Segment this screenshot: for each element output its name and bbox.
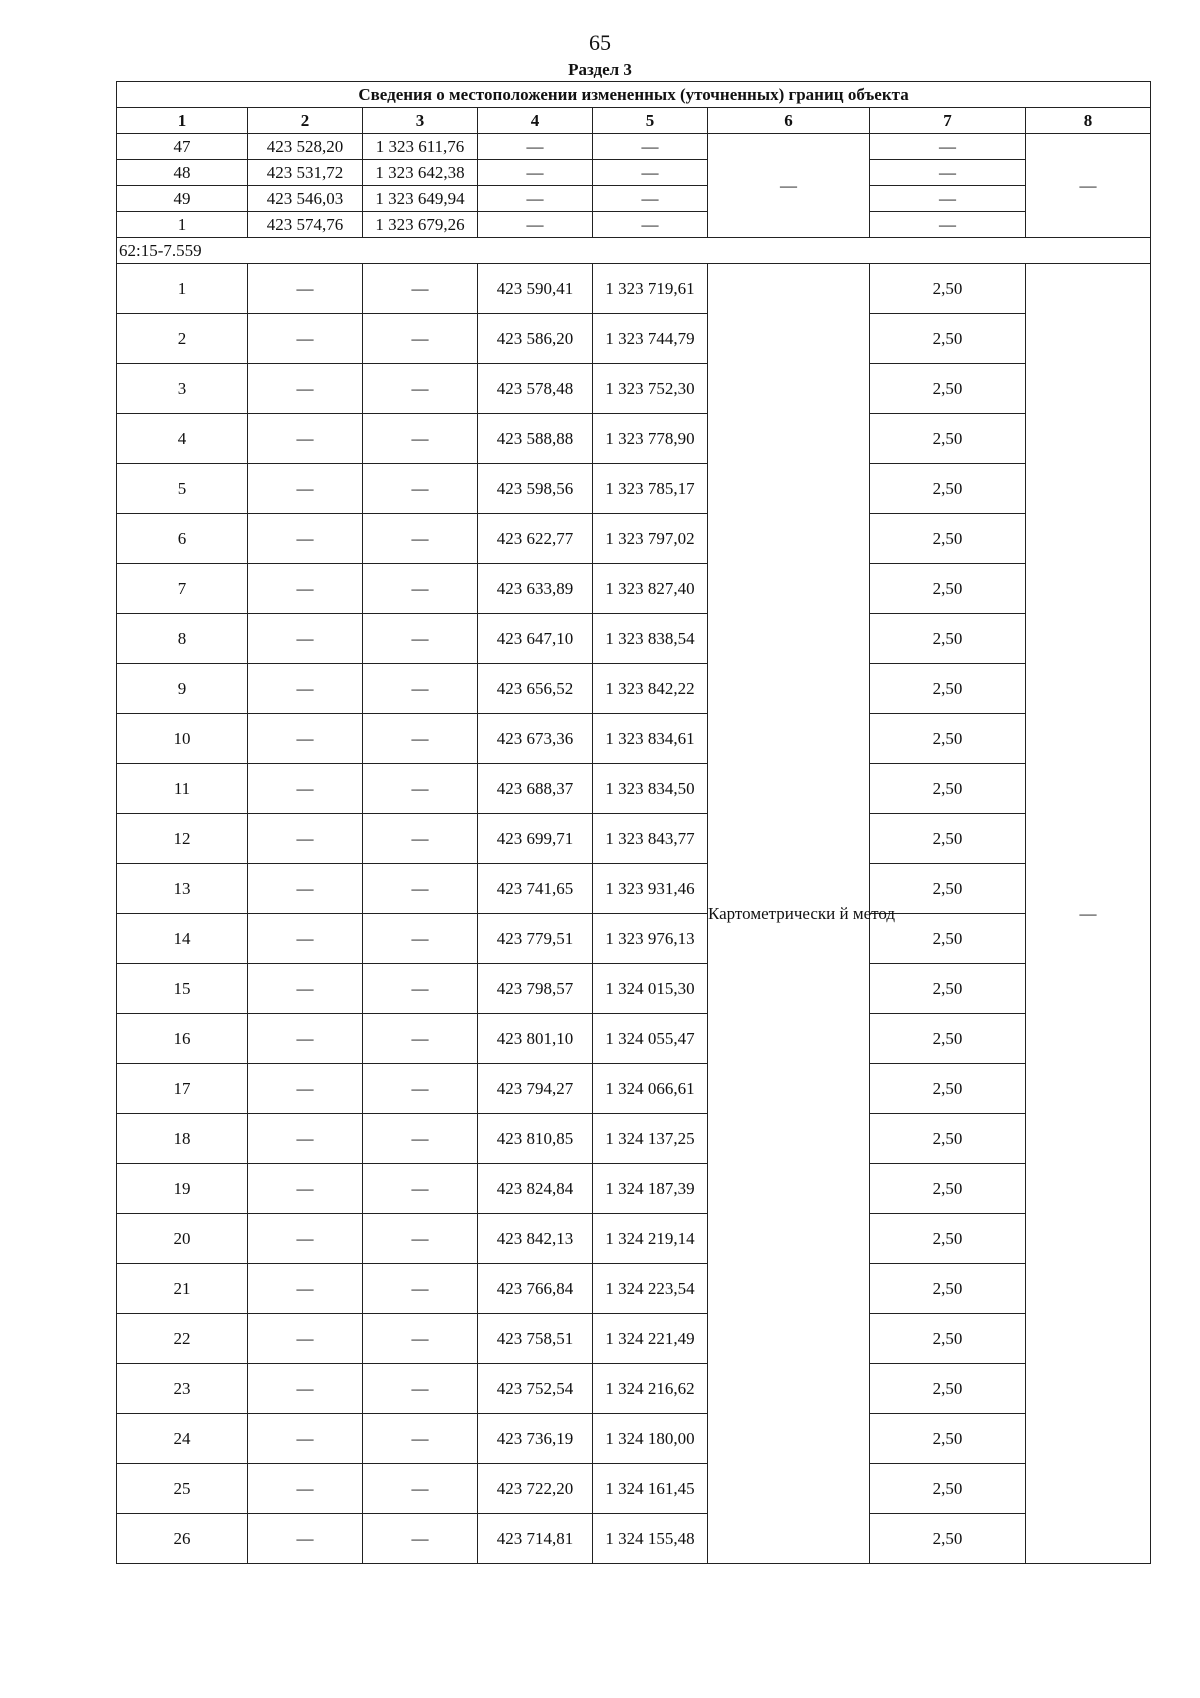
section-title: Раздел 3: [568, 60, 632, 79]
table-cell: 21: [117, 1264, 248, 1314]
table-cell: —: [363, 1014, 478, 1064]
table-cell: 2,50: [870, 1064, 1026, 1114]
table-row: [117, 964, 1151, 1014]
table-cell: 1 323 611,76: [363, 134, 478, 160]
table-cell: 2,50: [870, 914, 1026, 964]
table-cell: 1 324 221,49: [593, 1314, 708, 1364]
table-cell: 1 323 778,90: [593, 414, 708, 464]
parcel-number: 62:15-7.559: [117, 238, 1151, 264]
table-cell: —: [248, 1214, 363, 1264]
table-cell: 25: [117, 1464, 248, 1514]
table-row: [117, 1114, 1151, 1164]
table-cell: 26: [117, 1514, 248, 1564]
table-cell: 423 758,51: [478, 1314, 593, 1364]
table-cell: 14: [117, 914, 248, 964]
table-cell: 6: [117, 514, 248, 564]
table-cell: —: [478, 212, 593, 238]
column-number: 6: [708, 108, 870, 134]
boundary-table: [116, 81, 1151, 1564]
table-cell: 423 779,51: [478, 914, 593, 964]
table-cell: —: [363, 714, 478, 764]
table-row: [117, 764, 1151, 814]
table-cell: 2,50: [870, 414, 1026, 464]
table-cell: —: [363, 764, 478, 814]
table-cell: —: [248, 764, 363, 814]
table-row: [117, 914, 1151, 964]
table-cell: 423 798,57: [478, 964, 593, 1014]
table-cell: —: [248, 1014, 363, 1064]
table-cell: —: [248, 1314, 363, 1364]
table-cell: 2,50: [870, 564, 1026, 614]
table-cell: 1 323 785,17: [593, 464, 708, 514]
table-cell: —: [363, 364, 478, 414]
table-row: [117, 212, 1151, 238]
table-cell: 2,50: [870, 1514, 1026, 1564]
table-cell: 1 323 834,61: [593, 714, 708, 764]
table-cell: —: [363, 664, 478, 714]
table-cell: —: [248, 414, 363, 464]
table-cell: 1 324 155,48: [593, 1514, 708, 1564]
table-cell: 1 323 679,26: [363, 212, 478, 238]
table-cell: 423 699,71: [478, 814, 593, 864]
table-cell: 8: [117, 614, 248, 664]
table-cell: 2,50: [870, 364, 1026, 414]
table-cell: 1 324 066,61: [593, 1064, 708, 1114]
table-cell: —: [248, 564, 363, 614]
table-cell: 2,50: [870, 264, 1026, 314]
table-cell: 16: [117, 1014, 248, 1064]
table-cell: —: [248, 914, 363, 964]
table-cell: —: [248, 1264, 363, 1314]
table-cell: 1 324 187,39: [593, 1164, 708, 1214]
table-cell: —: [870, 186, 1026, 212]
column-number: 5: [593, 108, 708, 134]
method-cell: Картометрически й метод: [708, 264, 870, 1564]
table-cell: —: [248, 714, 363, 764]
table-cell: 423 531,72: [248, 160, 363, 186]
merged-cell-col6: —: [708, 134, 870, 238]
table-cell: —: [248, 264, 363, 314]
table-cell: 423 824,84: [478, 1164, 593, 1214]
table-cell: 1 324 055,47: [593, 1014, 708, 1064]
table-row: [117, 1064, 1151, 1114]
table-cell: 423 794,27: [478, 1064, 593, 1114]
table-caption: Сведения о местоположении измененных (уточненных) границ объекта: [117, 82, 1151, 108]
table-row: [117, 514, 1151, 564]
table-cell: 2,50: [870, 864, 1026, 914]
table-cell: 1 324 161,45: [593, 1464, 708, 1514]
table-cell: 423 647,10: [478, 614, 593, 664]
table-row: [117, 1214, 1151, 1264]
table-cell: —: [363, 814, 478, 864]
table-cell: 13: [117, 864, 248, 914]
table-cell: —: [363, 1514, 478, 1564]
table-cell: —: [248, 314, 363, 364]
table-cell: 19: [117, 1164, 248, 1214]
table-cell: —: [363, 1264, 478, 1314]
table-cell: 1 324 015,30: [593, 964, 708, 1014]
table-cell: 1 323 752,30: [593, 364, 708, 414]
page-number: 65: [589, 30, 611, 55]
table-cell: 2,50: [870, 664, 1026, 714]
table-cell: —: [248, 1514, 363, 1564]
table-cell: 423 810,85: [478, 1114, 593, 1164]
table-cell: —: [363, 1064, 478, 1114]
table-cell: —: [478, 134, 593, 160]
table-cell: —: [248, 964, 363, 1014]
table-cell: 1 323 843,77: [593, 814, 708, 864]
table-row: [117, 1264, 1151, 1314]
table-cell: 2,50: [870, 814, 1026, 864]
table-cell: —: [248, 514, 363, 564]
column-number: 3: [363, 108, 478, 134]
table-cell: —: [363, 264, 478, 314]
column-number: 2: [248, 108, 363, 134]
table-cell: —: [363, 464, 478, 514]
table-cell: —: [248, 1164, 363, 1214]
table-cell: 423 586,20: [478, 314, 593, 364]
table-cell: 423 590,41: [478, 264, 593, 314]
table-cell: —: [363, 514, 478, 564]
table-cell: —: [248, 1464, 363, 1514]
table-cell: 2,50: [870, 1114, 1026, 1164]
table-cell: 2,50: [870, 714, 1026, 764]
table-cell: 1 323 744,79: [593, 314, 708, 364]
table-cell: —: [248, 1364, 363, 1414]
table-cell: 2,50: [870, 1014, 1026, 1064]
table-cell: —: [870, 160, 1026, 186]
table-cell: 2,50: [870, 1264, 1026, 1314]
table-cell: 423 528,20: [248, 134, 363, 160]
table-cell: 48: [117, 160, 248, 186]
table-cell: 1 323 797,02: [593, 514, 708, 564]
table-cell: 4: [117, 414, 248, 464]
table-row: [117, 1164, 1151, 1214]
table-cell: 423 622,77: [478, 514, 593, 564]
table-cell: 1 323 834,50: [593, 764, 708, 814]
table-cell: 423 578,48: [478, 364, 593, 414]
table-cell: —: [248, 364, 363, 414]
table-cell: 22: [117, 1314, 248, 1364]
table-cell: 1 324 219,14: [593, 1214, 708, 1264]
table-cell: —: [363, 1364, 478, 1414]
table-cell: —: [248, 614, 363, 664]
table-cell: 24: [117, 1414, 248, 1464]
table-row: [117, 464, 1151, 514]
table-cell: 423 752,54: [478, 1364, 593, 1414]
table-cell: 1 323 827,40: [593, 564, 708, 614]
table-row: [117, 1014, 1151, 1064]
table-cell: —: [363, 614, 478, 664]
table-cell: 1 324 180,00: [593, 1414, 708, 1464]
table-cell: —: [363, 1464, 478, 1514]
table-cell: —: [478, 160, 593, 186]
table-cell: 423 633,89: [478, 564, 593, 614]
merged-cell-col8: —: [1026, 264, 1151, 1564]
table-cell: 7: [117, 564, 248, 614]
table-cell: 423 801,10: [478, 1014, 593, 1064]
table-cell: —: [248, 814, 363, 864]
table-cell: 1 323 719,61: [593, 264, 708, 314]
table-row: [117, 364, 1151, 414]
table-cell: 20: [117, 1214, 248, 1264]
table-cell: 5: [117, 464, 248, 514]
table-row: [117, 664, 1151, 714]
table-row: [117, 186, 1151, 212]
table-cell: 423 656,52: [478, 664, 593, 714]
table-cell: 15: [117, 964, 248, 1014]
table-cell: 423 741,65: [478, 864, 593, 914]
table-cell: 423 714,81: [478, 1514, 593, 1564]
table-cell: 9: [117, 664, 248, 714]
merged-cell-col8: —: [1026, 134, 1151, 238]
table-cell: 11: [117, 764, 248, 814]
table-cell: —: [478, 186, 593, 212]
table-cell: 1 323 838,54: [593, 614, 708, 664]
table-cell: 17: [117, 1064, 248, 1114]
table-cell: —: [363, 914, 478, 964]
table-cell: —: [363, 864, 478, 914]
table-row: [117, 1514, 1151, 1564]
table-cell: —: [248, 664, 363, 714]
table-cell: 1: [117, 264, 248, 314]
table-row: [117, 714, 1151, 764]
table-cell: 2,50: [870, 1214, 1026, 1264]
table-cell: —: [593, 134, 708, 160]
table-cell: 1 323 842,22: [593, 664, 708, 714]
table-cell: —: [363, 1114, 478, 1164]
table-row: [117, 1364, 1151, 1414]
table-row: [117, 1414, 1151, 1464]
table-cell: 423 598,56: [478, 464, 593, 514]
table-cell: 423 546,03: [248, 186, 363, 212]
table-cell: 423 722,20: [478, 1464, 593, 1514]
table-cell: —: [363, 564, 478, 614]
table-cell: —: [363, 1214, 478, 1264]
table-cell: 1 323 931,46: [593, 864, 708, 914]
table-cell: 49: [117, 186, 248, 212]
column-number: 7: [870, 108, 1026, 134]
column-number: 4: [478, 108, 593, 134]
table-row: [117, 314, 1151, 364]
table-cell: —: [870, 212, 1026, 238]
table-cell: —: [593, 212, 708, 238]
table-cell: 1 323 976,13: [593, 914, 708, 964]
table-cell: 1 323 649,94: [363, 186, 478, 212]
table-cell: —: [363, 1314, 478, 1364]
table-cell: 2,50: [870, 764, 1026, 814]
table-cell: —: [870, 134, 1026, 160]
table-row: [117, 160, 1151, 186]
table-cell: —: [363, 1414, 478, 1464]
column-number: 8: [1026, 108, 1151, 134]
table-cell: 2: [117, 314, 248, 364]
table-row: [117, 1464, 1151, 1514]
table-cell: 2,50: [870, 614, 1026, 664]
table-cell: 1 324 137,25: [593, 1114, 708, 1164]
table-row: [117, 614, 1151, 664]
table-cell: 423 574,76: [248, 212, 363, 238]
table-cell: 47: [117, 134, 248, 160]
table-cell: 1 324 223,54: [593, 1264, 708, 1314]
table-row: [117, 134, 1151, 160]
table-cell: —: [248, 864, 363, 914]
table-cell: —: [363, 414, 478, 464]
table-cell: 18: [117, 1114, 248, 1164]
table-cell: 2,50: [870, 514, 1026, 564]
table-cell: 10: [117, 714, 248, 764]
table-cell: 2,50: [870, 1414, 1026, 1464]
table-row: [117, 864, 1151, 914]
table-cell: —: [248, 1414, 363, 1464]
table-cell: —: [248, 1064, 363, 1114]
table-cell: 1 324 216,62: [593, 1364, 708, 1414]
table-cell: 423 588,88: [478, 414, 593, 464]
table-cell: 2,50: [870, 964, 1026, 1014]
table-cell: —: [593, 160, 708, 186]
table-cell: —: [363, 1164, 478, 1214]
table-cell: —: [363, 314, 478, 364]
table-cell: 2,50: [870, 1464, 1026, 1514]
table-cell: 2,50: [870, 1314, 1026, 1364]
column-number-row: [117, 108, 1151, 134]
table-cell: 1: [117, 212, 248, 238]
table-cell: 2,50: [870, 464, 1026, 514]
table-cell: 2,50: [870, 1164, 1026, 1214]
table-row: [117, 414, 1151, 464]
table-row: [117, 264, 1151, 314]
table-cell: —: [593, 186, 708, 212]
table-row: [117, 564, 1151, 614]
table-cell: 12: [117, 814, 248, 864]
table-cell: 23: [117, 1364, 248, 1414]
table-cell: 423 673,36: [478, 714, 593, 764]
table-cell: 2,50: [870, 314, 1026, 364]
table-cell: 423 688,37: [478, 764, 593, 814]
table-cell: 3: [117, 364, 248, 414]
table-cell: 423 766,84: [478, 1264, 593, 1314]
table-row: [117, 1314, 1151, 1364]
table-cell: —: [248, 1114, 363, 1164]
table-cell: —: [363, 964, 478, 1014]
table-cell: 423 842,13: [478, 1214, 593, 1264]
table-cell: 1 323 642,38: [363, 160, 478, 186]
table-row: [117, 814, 1151, 864]
table-cell: —: [248, 464, 363, 514]
table-cell: 423 736,19: [478, 1414, 593, 1464]
parcel-row: [117, 238, 1151, 264]
column-number: 1: [117, 108, 248, 134]
table-cell: 2,50: [870, 1364, 1026, 1414]
